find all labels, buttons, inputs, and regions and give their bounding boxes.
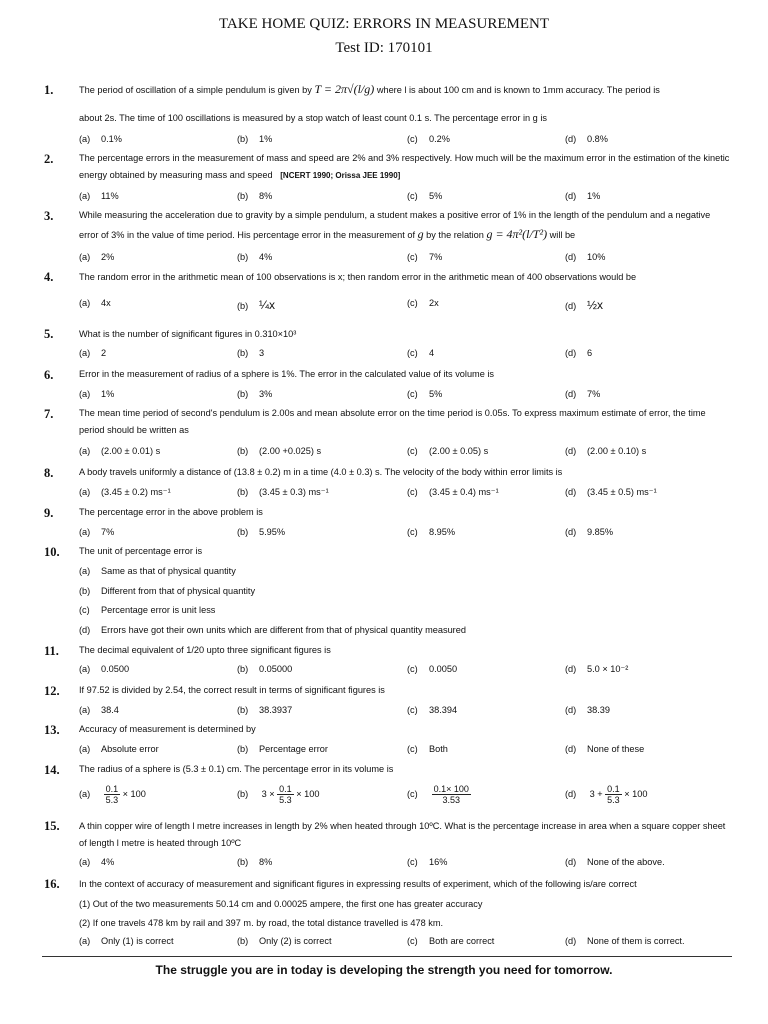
question-number: 2. — [44, 152, 54, 166]
option-c[interactable]: (c) 7% — [407, 252, 443, 262]
option-b[interactable]: (b) Different from that of physical quantity — [79, 586, 256, 596]
question-7-text: The mean time period of second's pendulum is 2.00s and mean absolute error on the time period is 0.05s. To express maximum estimate of error, the time period should be written as — [79, 408, 706, 435]
option-d[interactable]: (d) 9.85% — [565, 527, 614, 537]
option-b[interactable]: (b) 5.95% — [237, 527, 286, 537]
option-a[interactable]: (a) 2 — [79, 348, 107, 358]
option-a[interactable]: (a) 7% — [79, 527, 115, 537]
option-a[interactable]: (a) Absolute error — [79, 744, 159, 754]
divider — [42, 956, 732, 957]
option-d[interactable]: (d) (3.45 ± 0.5) ms⁻¹ — [565, 487, 657, 497]
option-b[interactable]: (b) (2.00 +0.025) s — [237, 446, 322, 456]
footer-motto: The struggle you are in today is developing the strength you need for tomorrow. — [155, 963, 613, 977]
option-b[interactable]: (b) 8% — [237, 191, 273, 201]
option-c[interactable]: (c) 8.95% — [407, 527, 456, 537]
option-a[interactable]: (a) Same as that of physical quantity — [79, 566, 236, 576]
option-a[interactable]: (a) Only (1) is correct — [79, 936, 174, 946]
test-id: Test ID: 170101 — [335, 40, 433, 56]
pendulum-formula: T = 2π√(l/g) — [314, 82, 375, 96]
option-c[interactable]: (c) Percentage error is unit less — [79, 605, 216, 615]
option-d[interactable]: (d) 0.8% — [565, 134, 608, 144]
question-number: 4. — [44, 270, 54, 284]
option-d[interactable]: (d) None of the above. — [565, 857, 665, 867]
option-d[interactable]: (d) ½x — [565, 298, 604, 312]
question-number: 13. — [44, 723, 60, 737]
option-d[interactable]: (d) None of them is correct. — [565, 936, 685, 946]
question-11-text: The decimal equivalent of 1/20 upto three significant figures is — [79, 645, 331, 655]
option-c[interactable]: (c) 2x — [407, 298, 439, 308]
question-number: 11. — [44, 644, 59, 658]
option-b[interactable]: (b) (3.45 ± 0.3) ms⁻¹ — [237, 487, 329, 497]
option-b[interactable]: (b) ¼x — [237, 298, 276, 312]
question-16-text: In the context of accuracy of measurement and significant figures in expressing results of experiment, which of the following is/are correct — [79, 879, 637, 889]
option-a[interactable]: (a) (3.45 ± 0.2) ms⁻¹ — [79, 487, 171, 497]
question-6-text: Error in the measurement of radius of a sphere is 1%. The error in the calculated value of its volume is — [79, 369, 494, 379]
option-d[interactable]: (d) 10% — [565, 252, 606, 262]
option-d[interactable]: (d) 5.0 × 10⁻² — [565, 664, 629, 674]
option-b[interactable]: (b) 4% — [237, 252, 273, 262]
question-number: 1. — [44, 83, 54, 97]
question-10-text: The unit of percentage error is — [79, 546, 203, 556]
option-a[interactable]: (a) 11% — [79, 191, 119, 201]
option-b[interactable]: (b) 3 × $\frac{0.1}{5.3}$ × 100 — [237, 784, 320, 805]
option-b[interactable]: (b) 3 — [237, 348, 265, 358]
option-a[interactable]: (a) 4x — [79, 298, 111, 308]
option-c[interactable]: (c) 5% — [407, 389, 443, 399]
statement-1: (1) Out of the two measurements 50.14 cm and 0.00025 ampere, the first one has greater accuracy — [79, 899, 483, 909]
question-13-text: Accuracy of measurement is determined by — [79, 724, 256, 734]
option-b[interactable]: (b) Percentage error — [237, 744, 328, 754]
question-number: 7. — [44, 407, 54, 421]
option-d[interactable]: (d) 38.39 — [565, 705, 610, 715]
option-c[interactable]: (c) Both are correct — [407, 936, 495, 946]
fraction: $\frac{0.1}{5.3}$ — [105, 784, 119, 805]
option-c[interactable]: (c) $\frac{0.1\times 100}{3.53}$ — [407, 784, 469, 805]
option-d[interactable]: (d) 7% — [565, 389, 601, 399]
statement-2: (2) If one travels 478 km by rail and 397 m. by road, the total distance travelled is 478 km. — [79, 918, 444, 928]
option-c[interactable]: (c) 5% — [407, 191, 443, 201]
gravity-formula: g = 4π²(l/T²) — [486, 227, 548, 241]
option-d[interactable]: (d) None of these — [565, 744, 645, 754]
fraction: $\frac{0.1}{5.3}$ — [279, 784, 292, 805]
option-a[interactable]: (a) 2% — [79, 252, 115, 262]
option-c[interactable]: (c) (3.45 ± 0.4) ms⁻¹ — [407, 487, 499, 497]
question-5-text: What is the number of significant figures in 0.310×10³ — [79, 329, 297, 339]
option-c[interactable]: (c) 16% — [407, 857, 448, 867]
question-2-text: The percentage errors in the measurement of mass and speed are 2% and 3% respectively. How much will be the maximum error in the estimation of the kinetic energy obtained by measuring mass and speed [NCERT 1990; Orissa JEE 1990] — [79, 153, 730, 180]
source-reference: [NCERT 1990; Orissa JEE 1990] — [280, 171, 401, 180]
option-a[interactable]: (a) 0.0500 — [79, 664, 130, 674]
question-number: 5. — [44, 327, 54, 341]
question-3-text: While measuring the acceleration due to gravity by a simple pendulum, a student makes a positive error of 1% in the length of the pendulum and a negative error of 3% in the value of time period. His percentage error in the measurement of g by the relation g = 4π²(l/T²) will be — [79, 210, 711, 241]
option-c[interactable]: (c) 4 — [407, 348, 435, 358]
option-b[interactable]: (b) 0.05000 — [237, 664, 293, 674]
option-d[interactable]: (d) 6 — [565, 348, 593, 358]
question-number: 9. — [44, 506, 54, 520]
question-1-text-cont: about 2s. The time of 100 oscillations is measured by a stop watch of least count 0.1 s. The percentage error in g is — [79, 113, 547, 123]
option-b[interactable]: (b) 38.3937 — [237, 705, 293, 715]
option-c[interactable]: (c) 0.2% — [407, 134, 450, 144]
page-title: TAKE HOME QUIZ: ERRORS IN MEASUREMENT — [218, 16, 550, 32]
question-number: 12. — [44, 684, 60, 698]
option-a[interactable]: (a) 4% — [79, 857, 115, 867]
option-c[interactable]: (c) Both — [407, 744, 448, 754]
fraction: $\frac{0.1}{5.3}$ — [607, 784, 620, 805]
question-number: 16. — [44, 877, 60, 891]
question-number: 3. — [44, 209, 54, 223]
option-a[interactable]: (a) $\frac{0.1}{5.3}$ × 100 — [79, 784, 146, 805]
option-c[interactable]: (c) (2.00 ± 0.05) s — [407, 446, 489, 456]
option-b[interactable]: (b) 1% — [237, 134, 273, 144]
option-a[interactable]: (a) 38.4 — [79, 705, 119, 715]
option-d[interactable]: (d) 1% — [565, 191, 601, 201]
option-a[interactable]: (a) 0.1% — [79, 134, 122, 144]
option-b[interactable]: (b) 3% — [237, 389, 273, 399]
option-b[interactable]: (b) 8% — [237, 857, 273, 867]
option-a[interactable]: (a) (2.00 ± 0.01) s — [79, 446, 161, 456]
question-number: 8. — [44, 466, 54, 480]
question-15-text: A thin copper wire of length l metre increases in length by 2% when heated through 10ºC. What is the percentage increase in area when a square copper sheet of length l metre is heated through 10ºC — [79, 821, 726, 848]
option-a[interactable]: (a) 1% — [79, 389, 115, 399]
option-c[interactable]: (c) 0.0050 — [407, 664, 458, 674]
question-number: 6. — [44, 368, 54, 382]
question-14-text: The radius of a sphere is (5.3 ± 0.1) cm. The percentage error in its volume is — [79, 764, 394, 774]
question-8-text: A body travels uniformly a distance of (13.8 ± 0.2) m in a time (4.0 ± 0.3) s. The velocity of the body within error limits is — [79, 467, 563, 477]
question-number: 15. — [44, 819, 60, 833]
question-number: 14. — [44, 763, 60, 777]
option-b[interactable]: (b) Only (2) is correct — [237, 936, 332, 946]
option-d[interactable]: (d) (2.00 ± 0.10) s — [565, 446, 647, 456]
question-9-text: The percentage error in the above problem is — [79, 507, 263, 517]
question-number: 10. — [44, 545, 60, 559]
option-d[interactable]: (d) Errors have got their own units which are different from that of physical quantity measured — [79, 625, 466, 635]
option-c[interactable]: (c) 38.394 — [407, 705, 458, 715]
option-d[interactable]: (d) 3 + $\frac{0.1}{5.3}$ × 100 — [565, 784, 648, 805]
question-12-text: If 97.52 is divided by 2.54, the correct result in terms of significant figures is — [79, 685, 385, 695]
question-1-text: The period of oscillation of a simple pendulum is given by T = 2π√(l/g) where l is about 100 cm and is known to 1mm accuracy. The period is — [79, 82, 660, 96]
fraction: $\frac{0.1\times 100}{3.53}$ — [433, 784, 469, 805]
question-4-text: The random error in the arithmetic mean of 100 observations is x; then random error in the arithmetic mean of 400 observations would be — [79, 272, 637, 282]
